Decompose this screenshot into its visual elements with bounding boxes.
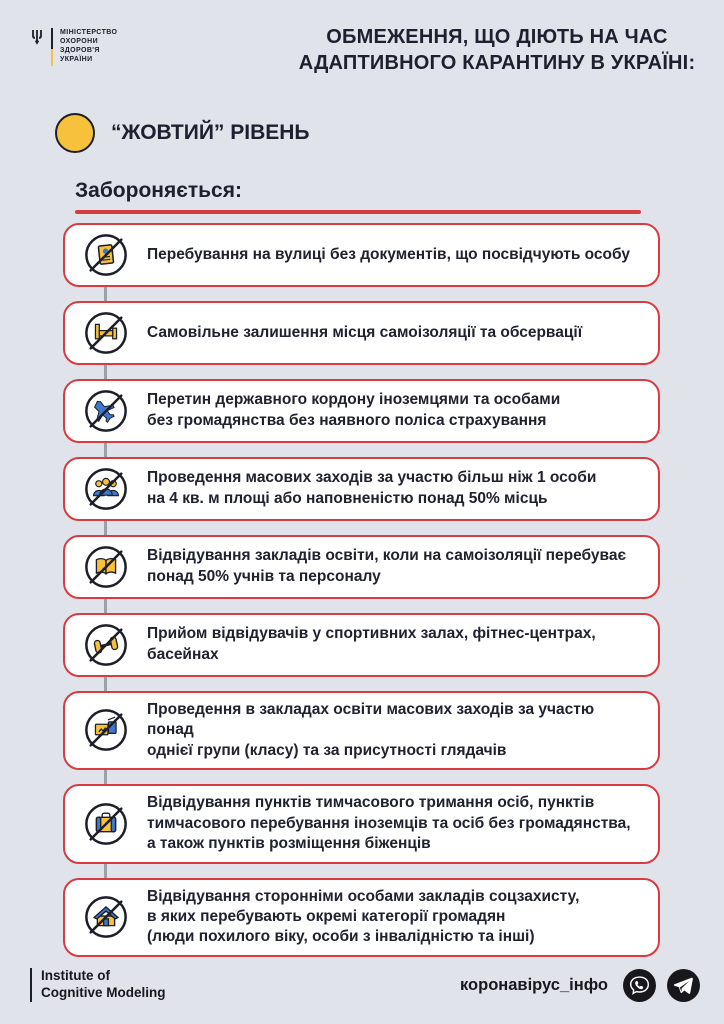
yellow-level-dot-icon [55,113,95,153]
restriction-line: Відвідування сторонніми особами закладів соцзахисту, [147,887,580,905]
restriction-line: Проведення масових заходів за участю більш ніж 1 особи [147,469,597,487]
restriction-item [63,878,660,957]
ministry-name [60,28,117,64]
restriction-line: Відвідування закладів освіти, коли на самоізоляції перебуває [147,547,627,565]
restriction-line: в яких перебувають окремі категорії громадян [147,907,506,925]
restriction-line: а також пунктів розміщення біженців [147,835,431,853]
quarantine-level [55,113,724,153]
trident-icon [30,28,44,53]
ministry-name-line: ЗДОРОВ'Я [60,47,100,55]
no-id-document-icon [83,232,129,278]
restriction-text [147,468,596,509]
no-school-event-icon [83,707,129,753]
restriction-line: Самовільне залишення місця самоізоляції та обсервації [147,323,583,341]
restriction-line: Перетин державного кордону іноземцями та особами [147,391,561,409]
credit [30,968,166,1002]
no-dumbbell-icon [83,622,129,668]
restriction-item [63,223,660,287]
section-heading: Забороняється: [75,178,242,202]
title-line-1: ОБМЕЖЕННЯ, ЩО ДІЮТЬ НА ЧАС [326,26,668,48]
no-suitcase-icon [83,801,129,847]
footer [30,968,700,1002]
restriction-line: тимчасового перебування іноземців та осіб без громадянства, [147,814,631,832]
social-links [460,969,700,1002]
restriction-item [63,457,660,521]
ministry-logo [30,24,117,66]
telegram-icon [667,969,700,1002]
restriction-text [147,793,631,854]
restriction-line: Прийом відвідувачів у спортивних залах, фітнес-центрах, басейнах [147,625,596,663]
restriction-item [63,691,660,770]
restriction-item [63,784,660,863]
restrictions-list [63,223,660,957]
restriction-text [147,700,640,761]
restriction-line: Проведення в закладах освіти масових заходів за участю понад [147,700,595,739]
no-crowd-icon [83,466,129,512]
restriction-text [147,390,560,431]
no-open-book-icon [83,544,129,590]
viber-icon [623,969,656,1002]
no-house-icon [83,894,129,940]
restriction-line: без громадянства без наявного поліса страхування [147,411,547,429]
restriction-text [147,245,630,265]
title-line-2: АДАПТИВНОГО КАРАНТИНУ В УКРАЇНІ: [298,52,696,75]
restriction-item [63,301,660,365]
page-title [292,24,702,77]
restriction-line: (люди похилого віку, особи з інвалідністю та інші) [147,928,535,946]
credit-line-1: Institute of [41,968,110,984]
restriction-line: Відвідування пунктів тимчасового тримання осіб, пунктів [147,794,595,812]
prohibited-section-heading [75,179,724,214]
header [0,0,724,77]
restriction-line: понад 50% учнів та персоналу [147,567,381,585]
restriction-item [63,613,660,677]
credit-divider [30,968,32,1002]
no-bed-icon [83,310,129,356]
restriction-item [63,379,660,443]
channel-name: коронавірус_інфо [460,975,608,994]
logo-divider [51,28,53,66]
level-label: “ЖОВТИЙ” РІВЕНЬ [111,120,310,144]
heading-underline [75,210,641,214]
restriction-line: однієї групи (класу) та за присутності глядачів [147,741,507,759]
ministry-name-line: УКРАЇНИ [60,56,93,64]
ministry-name-line: МІНІСТЕРСТВО [60,29,118,36]
restriction-text [147,887,579,948]
restriction-line: Перебування на вулиці без документів, що посвідчують особу [147,245,630,263]
credit-text [41,968,166,1002]
restriction-line: на 4 кв. м площі або наповненістю понад 50% місць [147,489,548,507]
ministry-name-line: ОХОРОНИ [60,38,99,46]
restriction-text [147,624,640,665]
restriction-item [63,535,660,599]
restriction-text [147,546,626,587]
no-airplane-icon [83,388,129,434]
credit-line-2: Cognitive Modeling [41,985,166,1000]
restriction-text [147,323,582,343]
